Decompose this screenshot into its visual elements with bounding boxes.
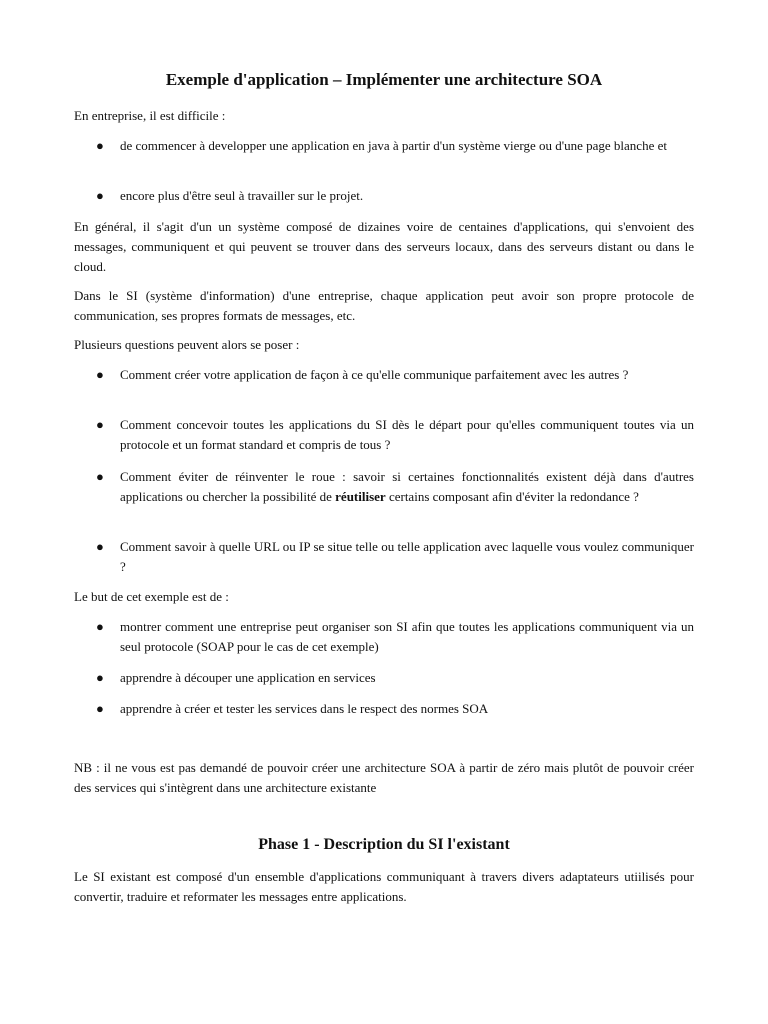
question-text: Comment créer votre application de façon à ce qu'elle communique parfaitement avec les autres ?: [120, 367, 629, 382]
question-item-2: [74, 415, 694, 455]
paragraph-general: En général, il s'agit d'un un système composé de dizaines voire de centaines d'applications, qui s'envoient des messages, communiquent et qui peuvent se trouver dans des serveurs locaux, dans des serveurs distant ou dans le cloud.: [74, 219, 694, 274]
question-item-1: [74, 365, 694, 385]
question-text: [120, 467, 694, 507]
bullet-icon: ●: [96, 619, 104, 634]
bullet-icon: ●: [96, 701, 104, 716]
intro-bullet-2: [74, 186, 694, 206]
nb-note: NB : il ne vous est pas demandé de pouvoir créer une architecture SOA à partir de zéro mais plutôt de pouvoir créer des services qui s'intègrent dans une architecture existante: [74, 760, 694, 795]
bullet-icon: ●: [96, 138, 104, 153]
intro-bullet-text: de commencer à developper une application en java à partir d'un système vierge ou d'une page blanche et: [120, 138, 667, 153]
emphasis-word: réutiliser: [335, 489, 386, 504]
question-text-part: Comment éviter de réinventer le roue : savoir si certaines fonctionnalités existent déjà dans d'autres applications ou chercher la possibilité de: [120, 469, 694, 504]
intro-bullet-1: [74, 136, 694, 156]
goal-text: apprendre à découper une application en services: [120, 670, 376, 685]
goal-text: montrer comment une entreprise peut organiser son SI afin que toutes les applications communiquent via un seul protocole (SOAP pour le cas de cet exemple): [120, 619, 694, 654]
questions-intro: Plusieurs questions peuvent alors se poser :: [74, 337, 300, 352]
question-item-3: [74, 467, 694, 507]
question-text: Comment savoir à quelle URL ou IP se situe telle ou telle application avec laquelle vous voulez communiquer ?: [120, 539, 694, 574]
bullet-icon: ●: [96, 417, 104, 432]
goal-intro: Le but de cet exemple est de :: [74, 589, 229, 604]
intro-bullet-text: encore plus d'être seul à travailler sur le projet.: [120, 188, 364, 203]
question-item-4: [74, 537, 694, 577]
bullet-icon: ●: [96, 188, 104, 203]
question-text-part: certains composant afin d'éviter la redondance ?: [385, 489, 639, 504]
goal-item-2: [74, 668, 694, 688]
document-title: Exemple d'application – Implémenter une architecture SOA: [165, 70, 603, 89]
bullet-icon: ●: [96, 469, 104, 484]
bullet-icon: ●: [96, 670, 104, 685]
goal-text: apprendre à créer et tester les services dans le respect des normes SOA: [120, 701, 489, 716]
question-text: Comment concevoir toutes les applications du SI dès le départ pour qu'elles communiquent toutes via un protocole et un format standard et compris de tous ?: [120, 417, 694, 452]
bullet-icon: ●: [96, 367, 104, 382]
paragraph-si: Dans le SI (système d'information) d'une entreprise, chaque application peut avoir son propre protocole de communication, ses propres formats de messages, etc.: [74, 288, 694, 323]
bullet-icon: ●: [96, 539, 104, 554]
phase1-text: Le SI existant est composé d'un ensemble d'applications communiquant à travers divers adaptateurs utiilisés pour convertir, traduire et reformater les messages entre applications.: [74, 869, 694, 904]
intro-text: En entreprise, il est difficile :: [74, 108, 226, 123]
goal-item-1: [74, 617, 694, 657]
goal-item-3: [74, 699, 694, 719]
phase1-heading: Phase 1 - Description du SI l'existant: [258, 836, 510, 853]
